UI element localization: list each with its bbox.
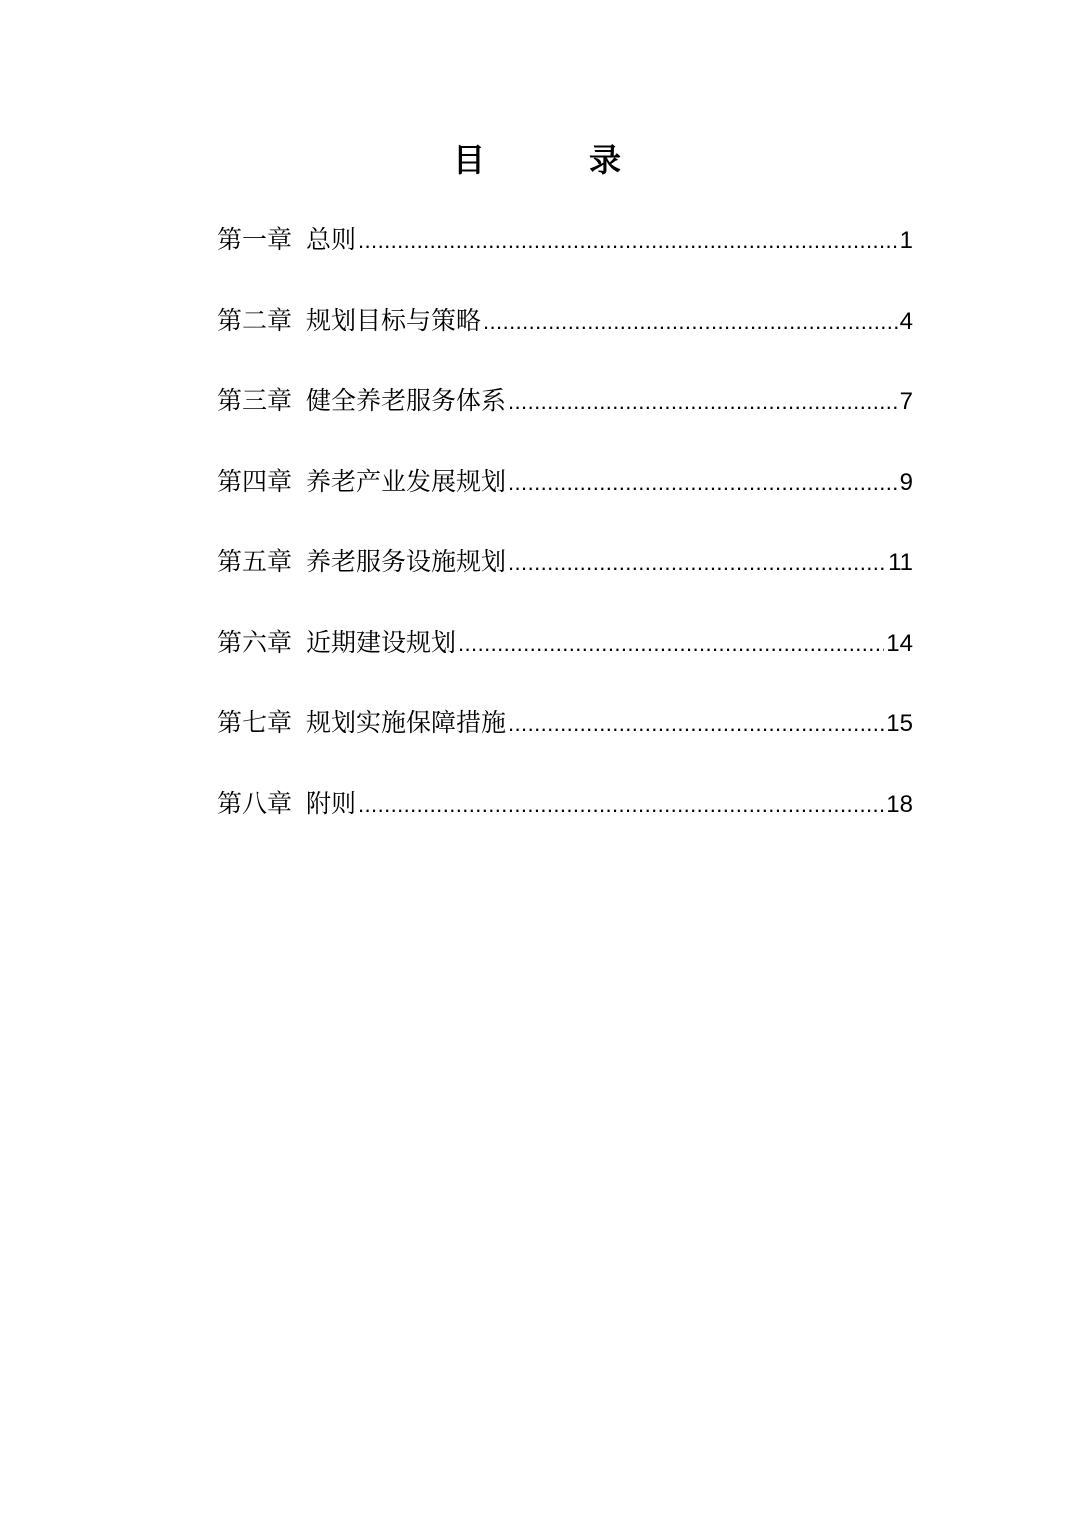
toc-dot-leader xyxy=(508,541,886,585)
toc-entry[interactable] xyxy=(217,782,913,826)
toc-chapter-title: 养老服务设施规划 xyxy=(306,547,507,576)
toc-dot-leader xyxy=(508,702,884,746)
toc-chapter-title: 总则 xyxy=(306,225,357,254)
toc-page-number: 11 xyxy=(888,549,913,576)
toc-entry[interactable] xyxy=(217,379,913,423)
toc-chapter-number: 第六章 xyxy=(217,627,293,657)
toc-chapter-title: 近期建设规划 xyxy=(306,627,457,657)
toc-chapter-title: 规划实施保障措施 xyxy=(306,708,507,737)
toc-page-number: 15 xyxy=(886,710,913,737)
toc-entry[interactable] xyxy=(217,299,913,343)
toc-entry[interactable] xyxy=(217,460,913,504)
toc-entry[interactable] xyxy=(217,701,913,745)
toc-chapter-number: 第三章 xyxy=(217,386,293,415)
toc-dot-leader xyxy=(483,300,898,344)
toc-entry[interactable] xyxy=(217,218,913,262)
toc-chapter-title: 健全养老服务体系 xyxy=(306,386,507,415)
toc-page-number: 1 xyxy=(899,227,913,254)
toc-chapter-number: 第一章 xyxy=(217,225,293,254)
toc-page-number: 9 xyxy=(899,468,913,496)
toc-page-number: 14 xyxy=(886,629,913,657)
toc-page-number: 7 xyxy=(899,388,913,415)
toc-chapter-number: 第五章 xyxy=(217,547,293,576)
toc-chapter-number: 第四章 xyxy=(217,466,293,496)
toc-dot-leader xyxy=(358,219,898,263)
toc-chapter-title: 附则 xyxy=(306,788,357,818)
toc-page-number: 18 xyxy=(886,790,913,818)
toc-entry[interactable] xyxy=(217,621,913,665)
toc-chapter-number: 第七章 xyxy=(217,708,293,737)
toc-chapter-title: 规划目标与策略 xyxy=(306,305,482,335)
toc-chapter-number: 第八章 xyxy=(217,788,293,818)
toc-dot-leader xyxy=(458,622,884,666)
toc-dot-leader xyxy=(508,461,898,505)
toc-entry[interactable] xyxy=(217,540,913,584)
table-of-contents xyxy=(217,218,913,862)
toc-chapter-number: 第二章 xyxy=(217,305,293,335)
page-title: 目 录 xyxy=(452,141,657,179)
toc-page-number: 4 xyxy=(899,307,913,335)
toc-dot-leader xyxy=(358,783,884,827)
toc-dot-leader xyxy=(508,380,898,424)
toc-chapter-title: 养老产业发展规划 xyxy=(306,466,507,496)
